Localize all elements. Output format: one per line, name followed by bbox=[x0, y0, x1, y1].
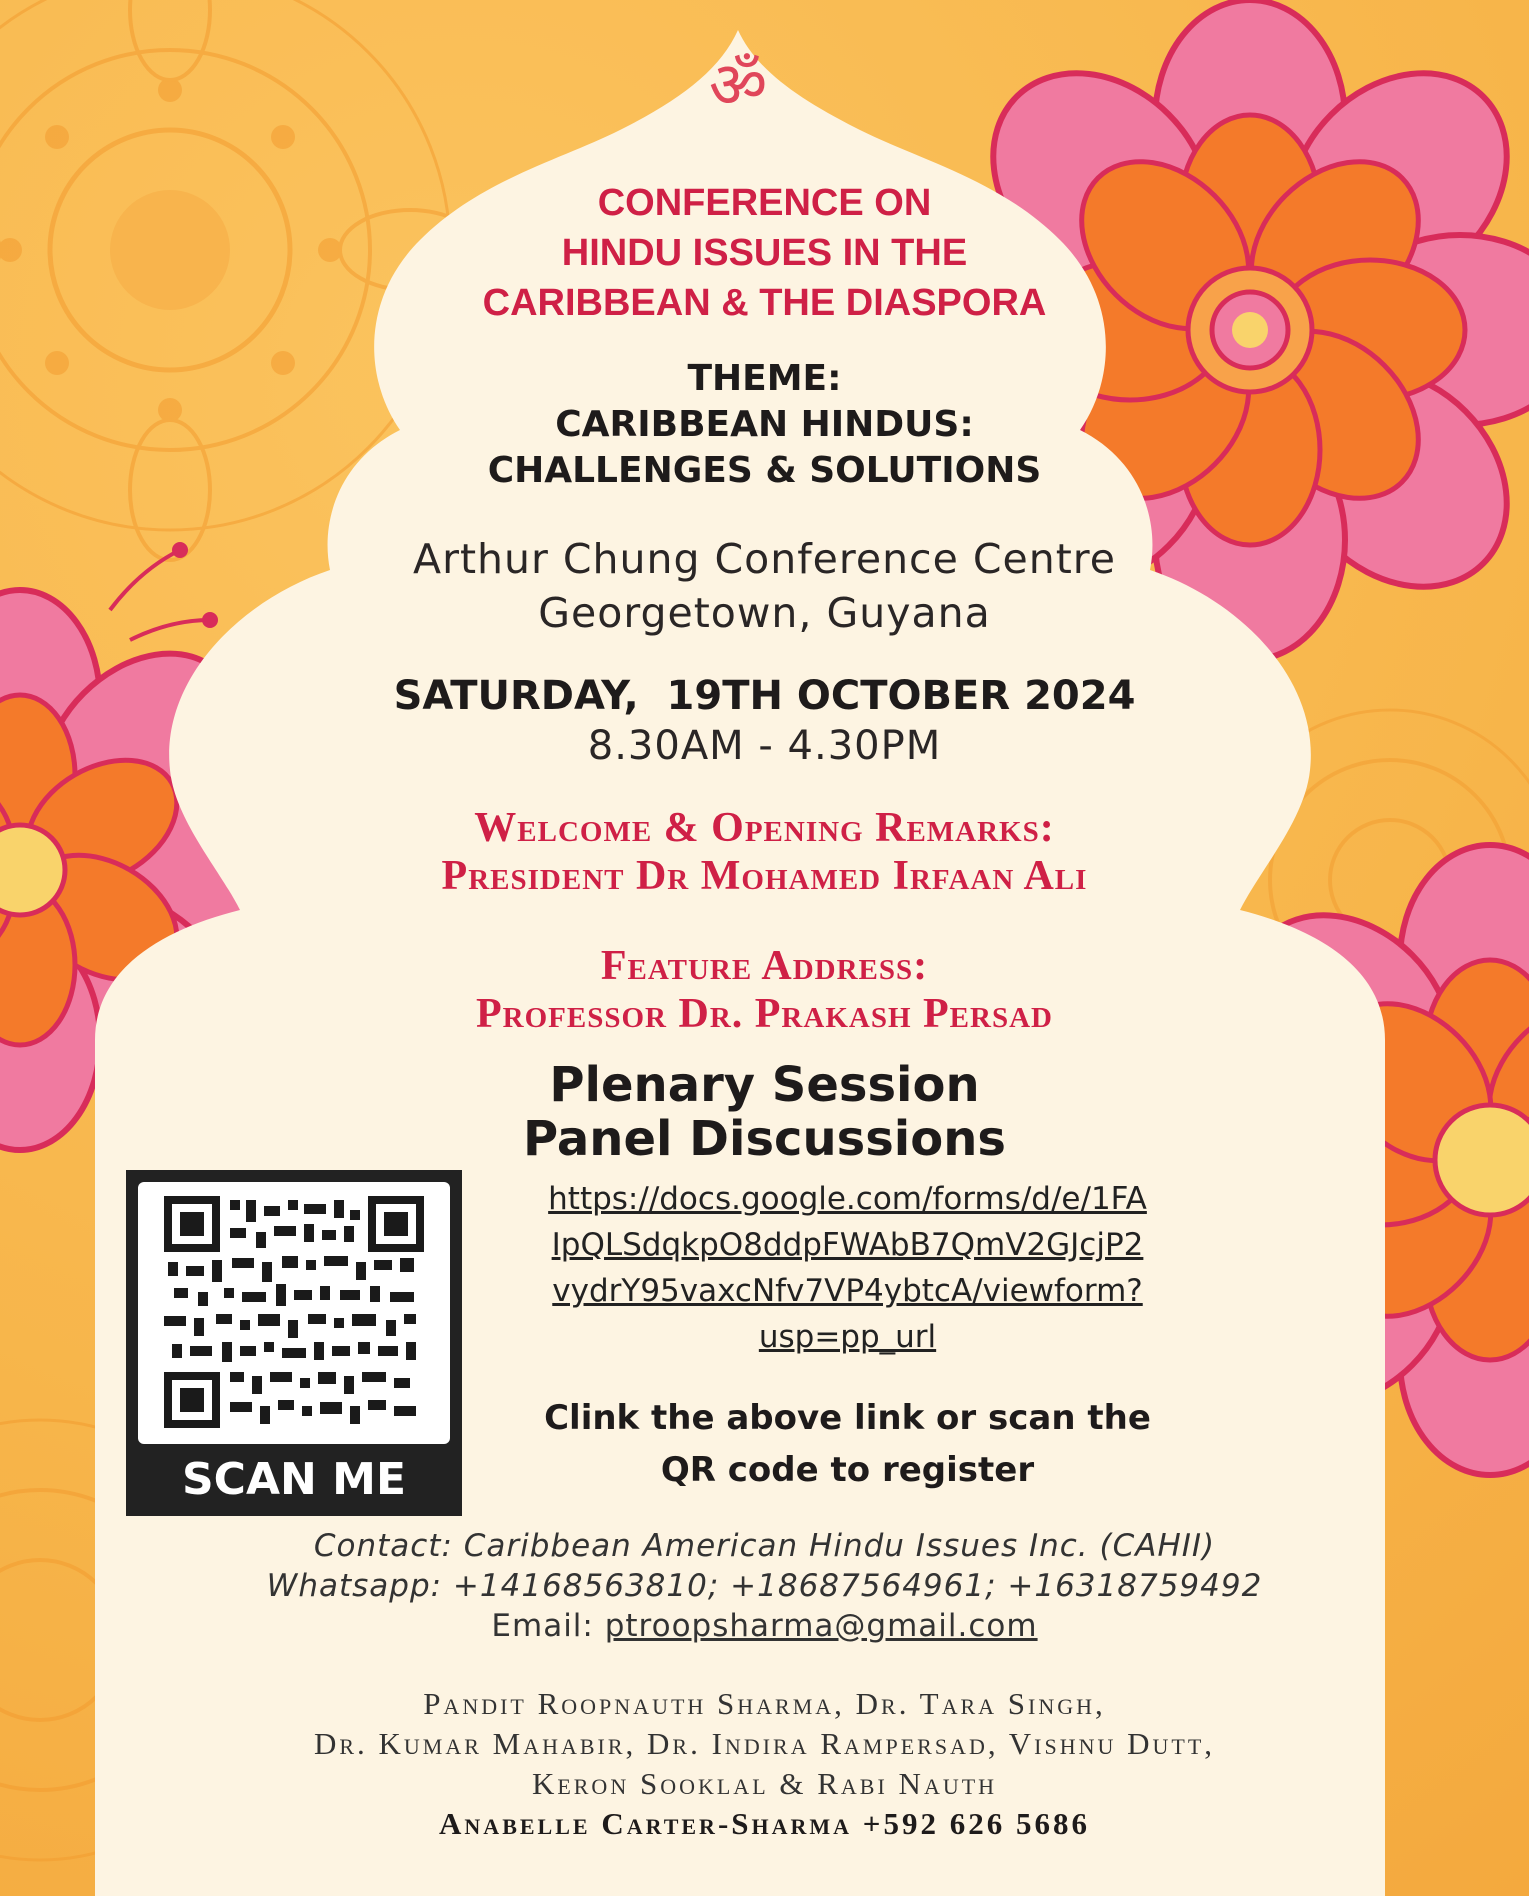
event-date: SATURDAY, 19TH OCTOBER 2024 bbox=[393, 673, 1136, 719]
welcome-block bbox=[0, 804, 1529, 900]
om-icon: ॐ bbox=[708, 49, 768, 123]
link-line[interactable]: vydrY95vaxcNfv7VP4ybtcA/viewform? bbox=[552, 1273, 1143, 1309]
email-label: Email: bbox=[491, 1608, 605, 1644]
theme-line: CARIBBEAN HINDUS: bbox=[555, 404, 974, 445]
contact-whatsapp: Whatsapp: +14168563810; +18687564961; +16318759492 bbox=[266, 1568, 1263, 1604]
venue-name: Arthur Chung Conference Centre bbox=[413, 535, 1116, 583]
feature-block bbox=[0, 942, 1529, 1038]
contact-block bbox=[0, 1526, 1529, 1646]
feature-speaker: Professor Dr. Prakash Persad bbox=[476, 991, 1053, 1037]
link-line[interactable]: IpQLSdqkpO8ddpFWAbB7QmV2GJcjP2 bbox=[551, 1227, 1144, 1263]
link-line[interactable]: https://docs.google.com/forms/d/e/1FA bbox=[548, 1181, 1147, 1217]
welcome-speaker: President Dr Mohamed Irfaan Ali bbox=[441, 853, 1088, 899]
organizer-line: Pandit Roopnauth Sharma, Dr. Tara Singh, bbox=[423, 1686, 1106, 1721]
register-line: QR code to register bbox=[660, 1450, 1035, 1490]
email-link[interactable]: ptroopsharma@gmail.com bbox=[604, 1608, 1038, 1644]
session-line: Panel Discussions bbox=[523, 1111, 1006, 1167]
title-line: CARIBBEAN & THE DIASPORA bbox=[482, 282, 1047, 324]
contact-org: Contact: Caribbean American Hindu Issues Inc. (CAHII) bbox=[313, 1528, 1216, 1564]
qr-code-frame bbox=[138, 1182, 450, 1444]
venue-city: Georgetown, Guyana bbox=[538, 589, 991, 637]
theme-line: CHALLENGES & SOLUTIONS bbox=[487, 450, 1042, 491]
organizer-line: Keron Sooklal & Rabi Nauth bbox=[531, 1766, 998, 1801]
organizer-line: Dr. Kumar Mahabir, Dr. Indira Rampersad, Vishnu Dutt, bbox=[313, 1726, 1216, 1761]
scan-me-label: SCAN ME bbox=[181, 1454, 407, 1505]
session-block bbox=[0, 1058, 1529, 1166]
register-instructions bbox=[475, 1392, 1220, 1496]
theme-block bbox=[0, 356, 1529, 494]
event-time: 8.30AM - 4.30PM bbox=[587, 723, 942, 769]
title-line: CONFERENCE ON bbox=[597, 182, 932, 224]
register-line: Clink the above link or scan the bbox=[544, 1398, 1151, 1438]
welcome-label: Welcome & Opening Remarks: bbox=[474, 805, 1055, 851]
registration-link[interactable] bbox=[475, 1176, 1220, 1360]
qr-code-block[interactable] bbox=[126, 1170, 462, 1516]
contact-email-row bbox=[0, 1606, 1529, 1646]
conference-title bbox=[0, 178, 1529, 328]
organizer-contact-line: Anabelle Carter-Sharma +592 626 5686 bbox=[439, 1806, 1090, 1841]
venue-block bbox=[0, 532, 1529, 640]
link-line[interactable]: usp=pp_url bbox=[758, 1319, 937, 1355]
session-line: Plenary Session bbox=[549, 1057, 980, 1113]
organizers-block bbox=[0, 1684, 1529, 1844]
qr-code-image bbox=[164, 1196, 424, 1428]
feature-label: Feature Address: bbox=[600, 943, 929, 989]
theme-label: THEME: bbox=[687, 358, 842, 399]
title-line: HINDU ISSUES IN THE bbox=[561, 232, 968, 274]
